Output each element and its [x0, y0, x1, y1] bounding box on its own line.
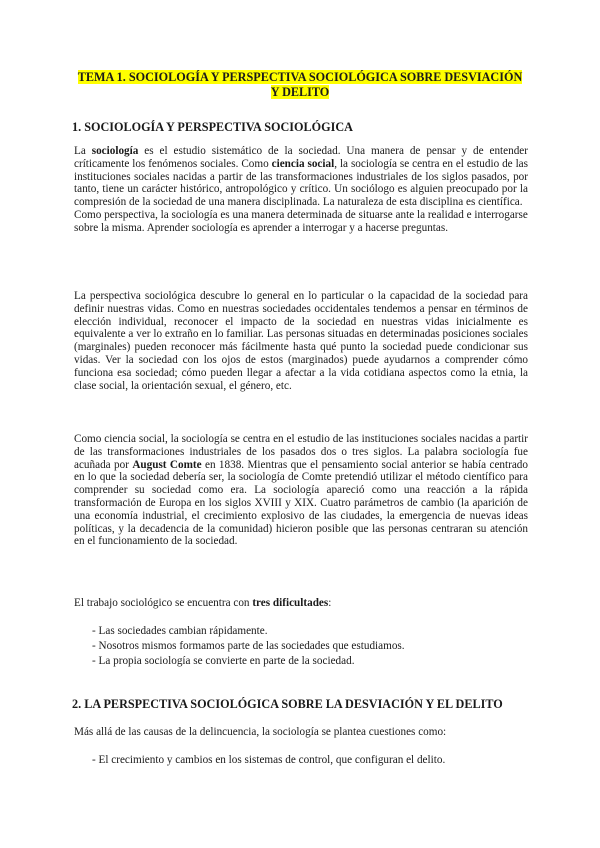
title-line-2: Y DELITO: [270, 85, 330, 99]
p5-text-1: El trabajo sociológico se encuentra con: [74, 597, 253, 609]
paragraph-perspective: Como perspectiva, la sociología es una manera determinada de situarse ante la realidad e interrogarse sobre la misma. Aprender sociología es aprender a interrogar y a hacerse preguntas.: [74, 208, 528, 234]
document-title: [72, 70, 528, 100]
questions-list: [92, 753, 445, 768]
title-line-1: TEMA 1. SOCIOLOGÍA Y PERSPECTIVA SOCIOLÓGICA SOBRE DESVIACIÓN: [77, 70, 523, 84]
section-1-heading: 1. SOCIOLOGÍA Y PERSPECTIVA SOCIOLÓGICA: [72, 120, 353, 134]
list-item: - El crecimiento y cambios en los sistemas de control, que configuran el delito.: [92, 754, 446, 766]
p5-bold-tres-dificultades: tres dificultades: [252, 597, 329, 609]
p3-text: La perspectiva sociológica descubre lo general en lo particular o la capacidad de la sociedad para definir nuestras vidas. Como en nuestras sociedades occidentales tendemos a pensar en términos de elección individual, reconocer el impacto de la sociedad en nuestras vidas inicialmente es equivalente a ver lo extraño en lo familiar. Las personas situadas en determinadas posiciones sociales (marginales) pueden reconocer más fácilmente hasta qué punto la sociedad puede condicionar sus vidas. Ver la sociedad con los ojos de estos (marginados) puede ayudarnos a comprender cómo funciona esa sociedad; cómo pueden llegar a afectar a la vida cotidiana aspectos como la etnia, la clase social, la orientación sexual, el género, etc.: [74, 290, 528, 392]
p4-text-1: Como ciencia social, la sociología se centra en el estudio de las instituciones sociales nacidas a partir de las transformaciones industriales de los pasados dos o tres siglos. La palabra sociología fue acuñada por: [74, 433, 528, 471]
p1-text-2: es el estudio sistemático de la sociedad. Una manera de pensar y de entender críticamente los fenómenos sociales. Como: [74, 145, 528, 170]
p4-bold-august-comte: August Comte: [132, 458, 202, 471]
p1-bold-ciencia-social: ciencia social: [271, 157, 335, 170]
p1-text-3: , la sociología se centra en el estudio de las instituciones sociales nacidas a partir de las transformaciones industriales de los siglos pasados, por tanto, tiene un carácter histórico, antropológico y crítico. Un sociólogo es alguien preocupado por la compresión de la sociedad de una manera disciplinada. La naturaleza de esta disciplina es científica.: [74, 157, 528, 209]
difficulties-list: [92, 624, 405, 669]
section-2-heading: 2. LA PERSPECTIVA SOCIOLÓGICA SOBRE LA DESVIACIÓN Y EL DELITO: [72, 697, 503, 711]
paragraph-questions-intro: [74, 726, 528, 739]
paragraph-sociological-perspective: [74, 290, 528, 392]
list-item: - La propia sociología se convierte en parte de la sociedad.: [92, 655, 355, 667]
paragraph-sociology-definition: [74, 145, 528, 235]
paragraph-social-science: [74, 433, 528, 548]
list-item: - Nosotros mismos formamos parte de las sociedades que estudiamos.: [92, 640, 405, 652]
p4-text-2: en 1838. Mientras que el pensamiento social anterior se había centrado en lo que la sociedad debería ser, la sociología de Comte pretendió utilizar el método científico para comprender su sociedad como era. La sociología apareció como una reacción a la rápida transformación de Europa en los siglos XVIII y XIX. Cuatro parámetros de cambio (la aparición de una economía industrial, el crecimiento explosivo de las ciudades, la emergencia de nuevas ideas políticas, y la decadencia de la comunidad) hicieron posible que las personas centraran su atención en el funcionamiento de la sociedad.: [74, 458, 528, 548]
p6-text: Más allá de las causas de la delincuencia, la sociología se plantea cuestiones como:: [74, 726, 447, 738]
p5-text-2: :: [328, 597, 332, 609]
paragraph-difficulties-intro: [74, 597, 528, 610]
p1-bold-sociologia: sociología: [91, 145, 139, 157]
p1-text-1: La: [74, 145, 92, 157]
list-item: - Las sociedades cambian rápidamente.: [92, 625, 268, 637]
